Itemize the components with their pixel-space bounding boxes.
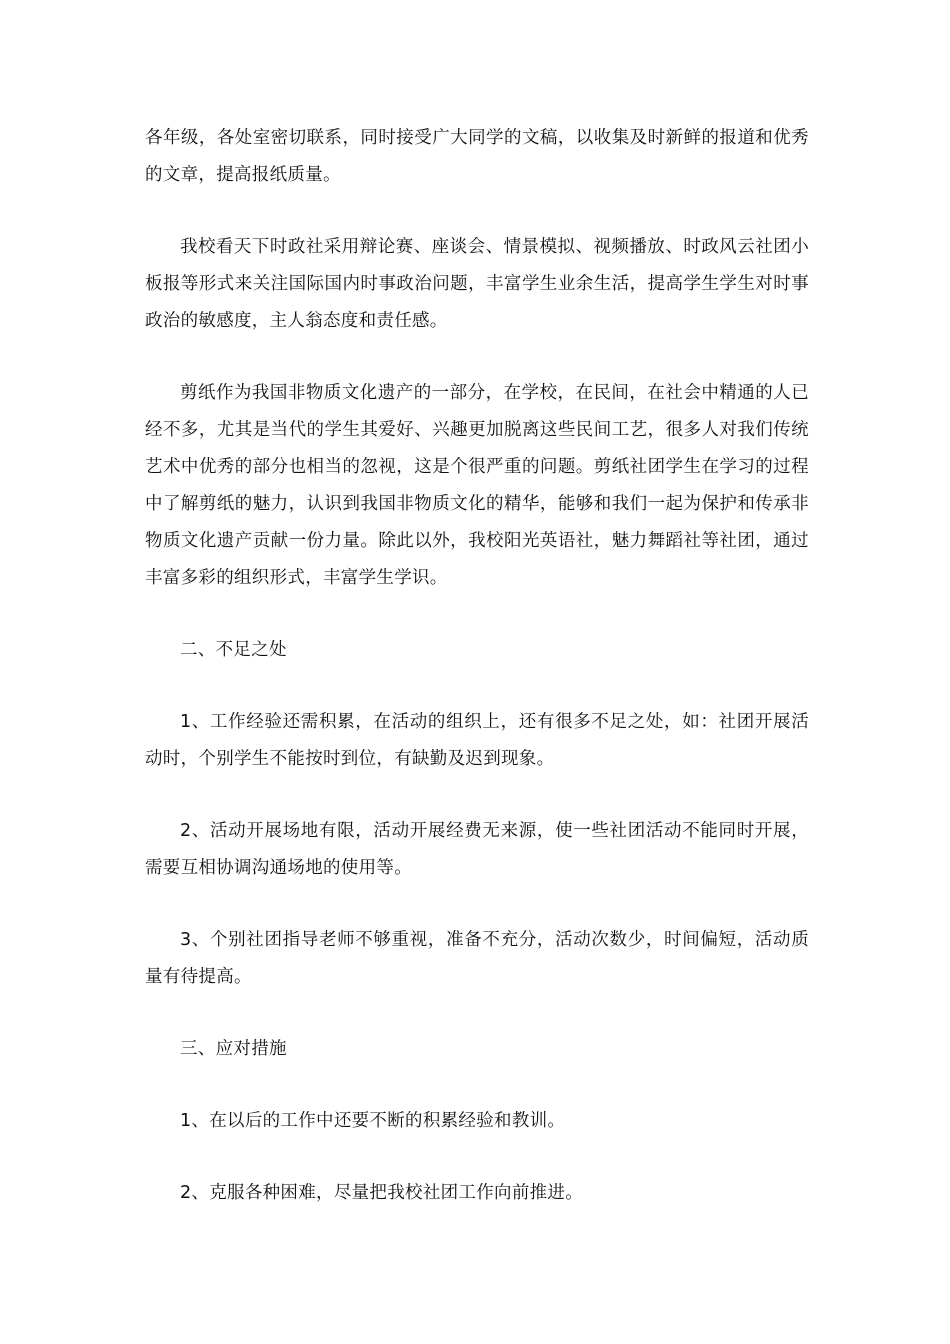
paragraph-current-affairs-club: 我校看天下时政社采用辩论赛、座谈会、情景模拟、视频播放、时政风云社团小板报等形式来关注国际国内时事政治问题，丰富学生业余生活，提高学生学生对时事政治的敏感度，主人翁态度和责任感。 <box>145 237 809 331</box>
measure-item-2: 2、克服各种困难，尽量把我校社团工作向前推进。 <box>180 1183 584 1203</box>
shortcoming-item-3: 3、个别社团指导老师不够重视，准备不充分，活动次数少，时间偏短，活动质量有待提高。 <box>145 930 809 987</box>
measure-item-1: 1、在以后的工作中还要不断的积累经验和教训。 <box>180 1111 566 1131</box>
section-heading-measures: 三、应对措施 <box>180 1039 287 1059</box>
shortcoming-item-1: 1、工作经验还需积累，在活动的组织上，还有很多不足之处，如：社团开展活动时，个别学生不能按时到位，有缺勤及迟到现象。 <box>145 712 809 769</box>
document-body <box>145 120 809 1247</box>
shortcoming-item-2: 2、活动开展场地有限，活动开展经费无来源，使一些社团活动不能同时开展，需要互相协调沟通场地的使用等。 <box>145 821 809 878</box>
paragraph-continuation: 各年级，各处室密切联系，同时接受广大同学的文稿，以收集及时新鲜的报道和优秀的文章，提高报纸质量。 <box>145 128 809 185</box>
paragraph-paper-cutting-club: 剪纸作为我国非物质文化遗产的一部分，在学校，在民间，在社会中精通的人已经不多，尤其是当代的学生其爱好、兴趣更加脱离这些民间工艺，很多人对我们传统艺术中优秀的部分也相当的忽视，这是个很严重的问题。剪纸社团学生在学习的过程中了解剪纸的魅力，认识到我国非物质文化的精华，能够和我们一起为保护和传承非物质文化遗产贡献一份力量。除此以外，我校阳光英语社，魅力舞蹈社等社团，通过丰富多彩的组织形式，丰富学生学识。 <box>145 383 809 588</box>
section-heading-shortcomings: 二、不足之处 <box>180 640 287 660</box>
